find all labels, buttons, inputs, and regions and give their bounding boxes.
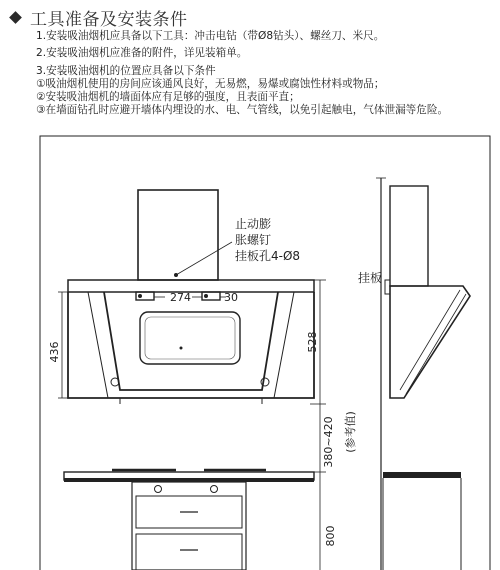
instruction-line-4: ①吸油烟机使用的房间应该通风良好，无易燃，易爆或腐蚀性材料或物品； <box>36 78 385 90</box>
instruction-line-3: 3.安装吸油烟机的位置应具备以下条件 <box>36 65 216 77</box>
vent-right-icon <box>261 378 269 386</box>
callout-line-1: 止动膨 <box>235 217 272 231</box>
hood-filter-panel <box>140 312 240 364</box>
instruction-line-6: ③在墙面钻孔时应避开墙体内埋设的水、电、气管线，以免引起触电，气体泄漏等危险。 <box>36 104 449 116</box>
knob-left-icon <box>155 486 162 493</box>
instruction-line-5: ②安装吸油烟机的墙面体应有足够的强度，且表面平直； <box>36 91 300 103</box>
cooktop-edge <box>64 478 314 482</box>
dim-800-label: 800 <box>324 525 337 547</box>
dim-274-label: 274 <box>170 291 191 304</box>
chimney-cover <box>138 190 218 280</box>
dim-30-label: 30 <box>224 291 238 304</box>
dim-528-label: 528 <box>306 331 319 353</box>
hood-front-panel <box>104 292 278 390</box>
callout-leader <box>176 242 232 275</box>
instruction-line-1: 1.安装吸油烟机应具备以下工具：冲击电钻（带Ø8钻头）、螺丝刀、米尺。 <box>36 30 385 42</box>
hood-filter-inner <box>145 317 235 359</box>
indicator-dot-icon <box>180 347 183 350</box>
side-hood-body <box>390 286 470 398</box>
side-cooktop <box>383 472 461 478</box>
knob-right-icon <box>211 486 218 493</box>
dim-436-label: 436 <box>48 341 61 363</box>
cabinet-body <box>132 482 246 570</box>
callout-line-3: 挂板孔4-Ø8 <box>235 249 301 263</box>
dim-380-420-label: 380~420 <box>322 416 335 468</box>
instruction-line-2: 2.安装吸油烟机应准备的附件，详见装箱单。 <box>36 47 248 59</box>
side-chimney <box>390 186 428 286</box>
dim-reference-label: (参考值) <box>344 411 357 453</box>
cabinet-drawer-bottom <box>136 534 242 570</box>
side-hanging-plate-label: 挂板 <box>358 271 383 285</box>
section-title: 工具准备及安装条件 <box>30 9 188 30</box>
callout-line-2: 胀螺钉 <box>235 233 272 247</box>
hood-top-panel <box>68 280 314 292</box>
